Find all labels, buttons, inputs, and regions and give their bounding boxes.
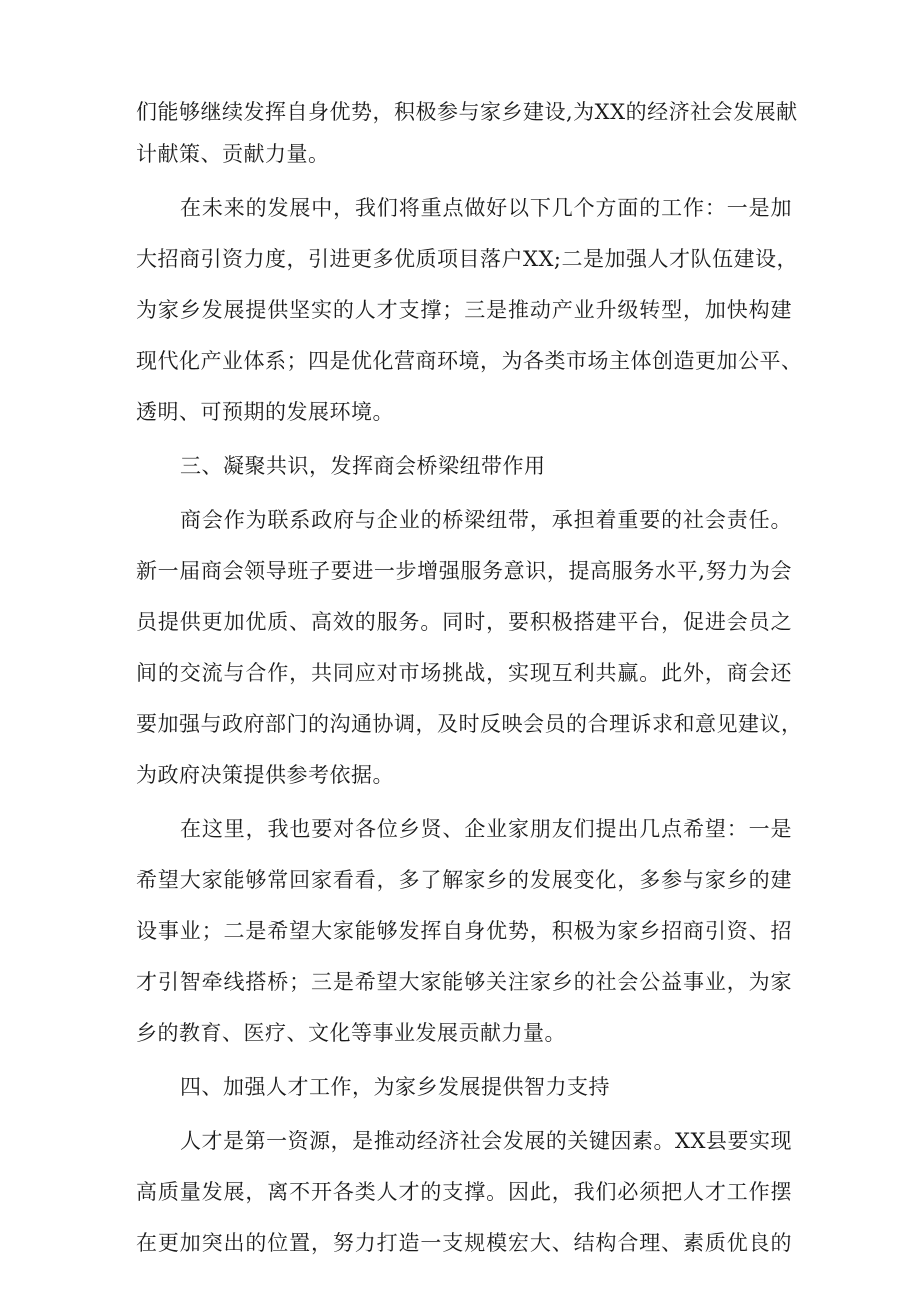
paragraph-line: 乡的教育、医疗、文化等事业发展贡献力量。 bbox=[136, 1021, 566, 1045]
paragraph bbox=[136, 98, 798, 168]
paragraph-line: 希望大家能够常回家看看，多了解家乡的发展变化，多参与家乡的建 bbox=[136, 868, 792, 892]
paragraph bbox=[136, 506, 803, 789]
paragraph-line: 计献策、贡献力量。 bbox=[136, 142, 330, 166]
paragraph-line: 商会作为联系政府与企业的桥梁纽带，承担着重要的社会责任。 bbox=[180, 508, 792, 532]
paragraph-line: 现代化产业体系；四是优化营商环境，为各类市场主体创造更加公平、 bbox=[136, 349, 803, 373]
paragraph-line: 才引智牵线搭桥；三是希望大家能够关注家乡的社会公益事业，为家 bbox=[136, 970, 792, 994]
paragraph-line: 人才是第一资源，是推动经济社会发展的关键因素。XX县要实现 bbox=[180, 1129, 792, 1153]
paragraph-line: 们能够继续发挥自身优势，积极参与家乡建设,为XX的经济社会发展献 bbox=[136, 100, 798, 124]
paragraph-line: 大招商引资力度，引进更多优质项目落户XX;二是加强人才队伍建设， bbox=[136, 247, 798, 271]
paragraph-line: 为政府决策提供参考依据。 bbox=[136, 763, 394, 787]
paragraph-line: 在更加突出的位置，努力打造一支规模宏大、结构合理、素质优良的 bbox=[136, 1231, 792, 1255]
paragraph-line: 设事业；二是希望大家能够发挥自身优势，积极为家乡招商引资、招 bbox=[136, 919, 792, 943]
paragraph-line: 新一届商会领导班子要进一步增强服务意识，提高服务水平,努力为会 bbox=[136, 559, 792, 583]
section-heading bbox=[136, 452, 792, 480]
section-heading-text: 四、加强人才工作，为家乡发展提供智力支持 bbox=[180, 1075, 610, 1099]
paragraph-line: 在这里，我也要对各位乡贤、企业家朋友们提出几点希望：一是 bbox=[180, 817, 792, 841]
document-page bbox=[136, 98, 803, 1257]
paragraph-line: 透明、可预期的发展环境。 bbox=[136, 400, 394, 424]
paragraph-line: 要加强与政府部门的沟通协调，及时反映会员的合理诉求和意见建议， bbox=[136, 712, 803, 736]
paragraph bbox=[136, 1127, 792, 1257]
paragraph-line: 在未来的发展中，我们将重点做好以下几个方面的工作：一是加 bbox=[180, 196, 792, 220]
paragraph-line: 为家乡发展提供坚实的人才支撑；三是推动产业升级转型，加快构建 bbox=[136, 298, 792, 322]
section-heading bbox=[136, 1073, 792, 1101]
section-heading-text: 三、凝聚共识，发挥商会桥梁纽带作用 bbox=[180, 454, 546, 478]
paragraph-line: 高质量发展，离不开各类人才的支撑。因此，我们必须把人才工作摆 bbox=[136, 1180, 792, 1204]
paragraph bbox=[136, 815, 792, 1047]
paragraph bbox=[136, 194, 803, 426]
paragraph-line: 员提供更加优质、高效的服务。同时，要积极搭建平台，促进会员之 bbox=[136, 610, 792, 634]
paragraph-line: 间的交流与合作，共同应对市场挑战，实现互利共赢。此外，商会还 bbox=[136, 661, 792, 685]
